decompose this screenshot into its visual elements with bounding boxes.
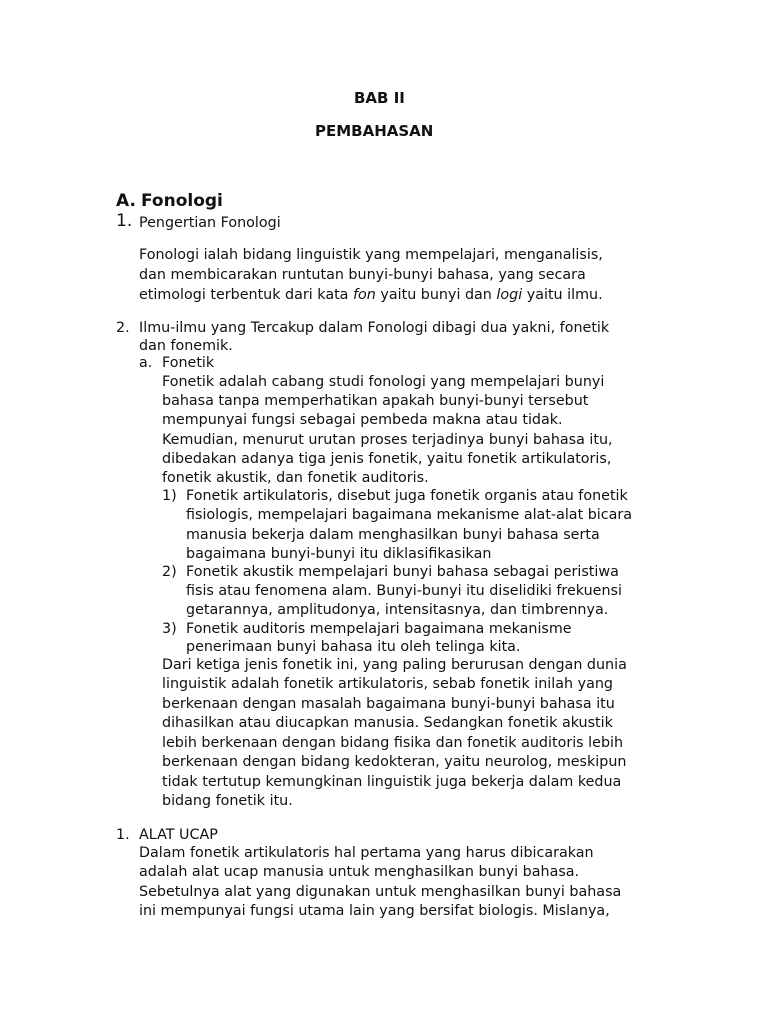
item2-number: 2. xyxy=(116,320,130,336)
fonetik-para2-line: tidak tertutup kemungkinan linguistik juga bekerja dalam kedua xyxy=(162,774,622,790)
point-line: penerimaan bunyi bahasa itu oleh telinga kita. xyxy=(186,639,521,655)
alat-ucap-number: 1. xyxy=(116,827,130,843)
fonetik-para2-line: berkenaan dengan bidang kedokteran, yaitu neurolog, meskipun xyxy=(162,754,627,770)
point-line: getarannya, amplitudonya, intensitasnya, dan timbrennya. xyxy=(186,602,609,618)
fonetik-para2-line: lebih berkenaan dengan bidang fisika dan fonetik auditoris lebih xyxy=(162,735,624,751)
sub-a-marker: a. xyxy=(139,355,153,371)
fonetik-para1-line: bahasa tanpa memperhatikan apakah bunyi-bunyi tersebut xyxy=(162,393,589,409)
fonetik-para1-line: mempunyai fungsi sebagai pembeda makna atau tidak. xyxy=(162,412,563,428)
alat-ucap-line: Dalam fonetik artikulatoris hal pertama yang harus dibicarakan xyxy=(139,845,594,861)
item2-line1: Ilmu-ilmu yang Tercakup dalam Fonologi dibagi dua yakni, fonetik xyxy=(139,320,610,336)
alat-ucap-line: ini mempunyai fungsi utama lain yang bersifat biologis. Mislanya, xyxy=(139,903,610,919)
section-a-marker: A. xyxy=(116,191,136,211)
point-marker: 2) xyxy=(162,564,177,580)
point-line: Fonetik artikulatoris, disebut juga fonetik organis atau fonetik xyxy=(186,488,628,504)
item1-para-line2: dan membicarakan runtutan bunyi-bunyi bahasa, yang secara xyxy=(139,267,586,283)
point-line: bagaimana bunyi-bunyi itu diklasifikasikan xyxy=(186,546,492,562)
fonetik-para2-line: berkenaan dengan masalah bagaimana bunyi-bunyi bahasa itu xyxy=(162,696,615,712)
fonetik-para2-line: linguistik adalah fonetik artikulatoris, sebab fonetik inilah yang xyxy=(162,676,613,692)
fonetik-para1-line: dibedakan adanya tiga jenis fonetik, yaitu fonetik artikulatoris, xyxy=(162,451,612,467)
fonetik-para2-line: dihasilkan atau diucapkan manusia. Sedangkan fonetik akustik xyxy=(162,715,613,731)
fonetik-para2-line: Dari ketiga jenis fonetik ini, yang paling berurusan dengan dunia xyxy=(162,657,627,673)
item1-para-line1: Fonologi ialah bidang linguistik yang mempelajari, menganalisis, xyxy=(139,247,603,263)
fonetik-para2-line: bidang fonetik itu. xyxy=(162,793,293,809)
alat-ucap-line: Sebetulnya alat yang digunakan untuk menghasilkan bunyi bahasa xyxy=(139,884,622,900)
item1-title: Pengertian Fonologi xyxy=(139,215,281,231)
point-line: Fonetik auditoris mempelajari bagaimana mekanisme xyxy=(186,621,572,637)
item1-para-line3: etimologi terbentuk dari kata fon yaitu bunyi dan logi yaitu ilmu. xyxy=(139,287,603,303)
fonetik-para1-line: Kemudian, menurut urutan proses terjadinya bunyi bahasa itu, xyxy=(162,432,613,448)
point-line: fisis atau fenomena alam. Bunyi-bunyi itu diselidiki frekuensi xyxy=(186,583,622,599)
item1-number: 1. xyxy=(116,211,133,231)
fonetik-para1-line: Fonetik adalah cabang studi fonologi yang mempelajari bunyi xyxy=(162,374,605,390)
chapter-title: PEMBAHASAN xyxy=(315,122,434,140)
chapter-label: BAB II xyxy=(354,89,405,107)
fonetik-para1-line: fonetik akustik, dan fonetik auditoris. xyxy=(162,470,429,486)
point-marker: 3) xyxy=(162,621,177,637)
point-line: fisiologis, mempelajari bagaimana mekanisme alat-alat bicara xyxy=(186,507,633,523)
point-marker: 1) xyxy=(162,488,177,504)
alat-ucap-title: ALAT UCAP xyxy=(139,827,218,843)
alat-ucap-line: adalah alat ucap manusia untuk menghasilkan bunyi bahasa. xyxy=(139,864,580,880)
section-a-title: Fonologi xyxy=(141,191,223,211)
term-fon: fon xyxy=(353,287,376,303)
term-logi: logi xyxy=(496,287,523,303)
item2-line2: dan fonemik. xyxy=(139,338,233,354)
point-line: manusia bekerja dalam menghasilkan bunyi bahasa serta xyxy=(186,527,600,543)
point-line: Fonetik akustik mempelajari bunyi bahasa sebagai peristiwa xyxy=(186,564,619,580)
sub-a-title: Fonetik xyxy=(162,355,215,371)
